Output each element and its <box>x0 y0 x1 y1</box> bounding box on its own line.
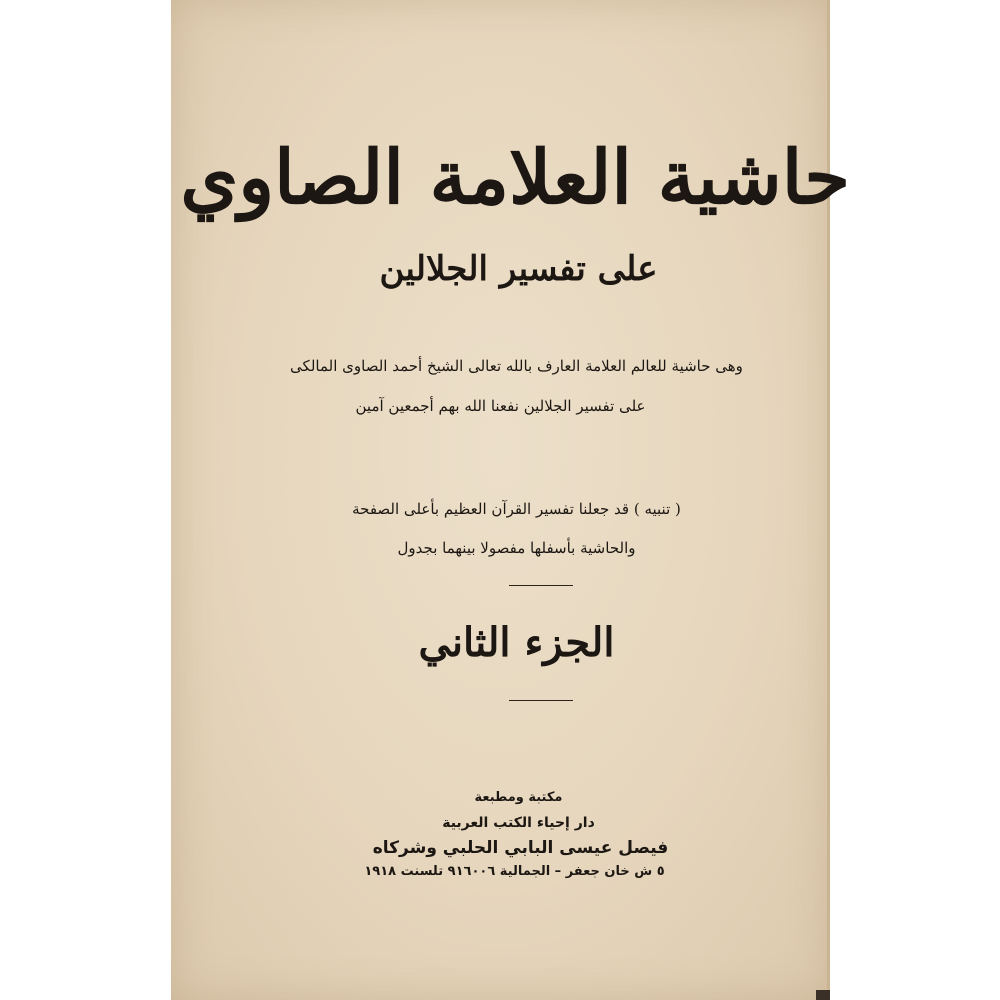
publisher-line-1: مكتبة ومطبعة <box>474 790 563 805</box>
description-line-1: وهى حاشية للعالم العلامة العارف بالله تعالى الشيخ أحمد الصاوى المالكى <box>290 357 743 375</box>
publisher-address: ٥ ش خان جعفر – الجمالية ٩١٦٠٠٦ تلسنت ١٩١٨ <box>364 864 665 879</box>
title-page <box>171 0 850 1000</box>
book-title: حاشية العلامة الصاوي <box>180 135 850 221</box>
publisher-line-2: دار إحياء الكتب العربية <box>442 815 595 831</box>
description-line-2: على تفسير الجلالين نفعنا الله بهم أجمعين آمين <box>355 397 646 415</box>
book-subtitle: على تفسير الجلالين <box>379 249 658 289</box>
note-line-1: ( تنبيه ) قد جعلنا تفسير القرآن العظيم بأعلى الصفحة <box>352 500 681 518</box>
publisher-line-3: فيصل عيسى البابي الحلبي وشركاه <box>372 838 669 858</box>
page-corner-shadow <box>816 990 830 1000</box>
note-line-2: والحاشية بأسفلها مفصولا بينهما بجدول <box>397 539 636 557</box>
divider-bottom <box>509 700 573 701</box>
volume-label: الجزء الثاني <box>418 619 615 666</box>
divider-top <box>509 585 573 586</box>
